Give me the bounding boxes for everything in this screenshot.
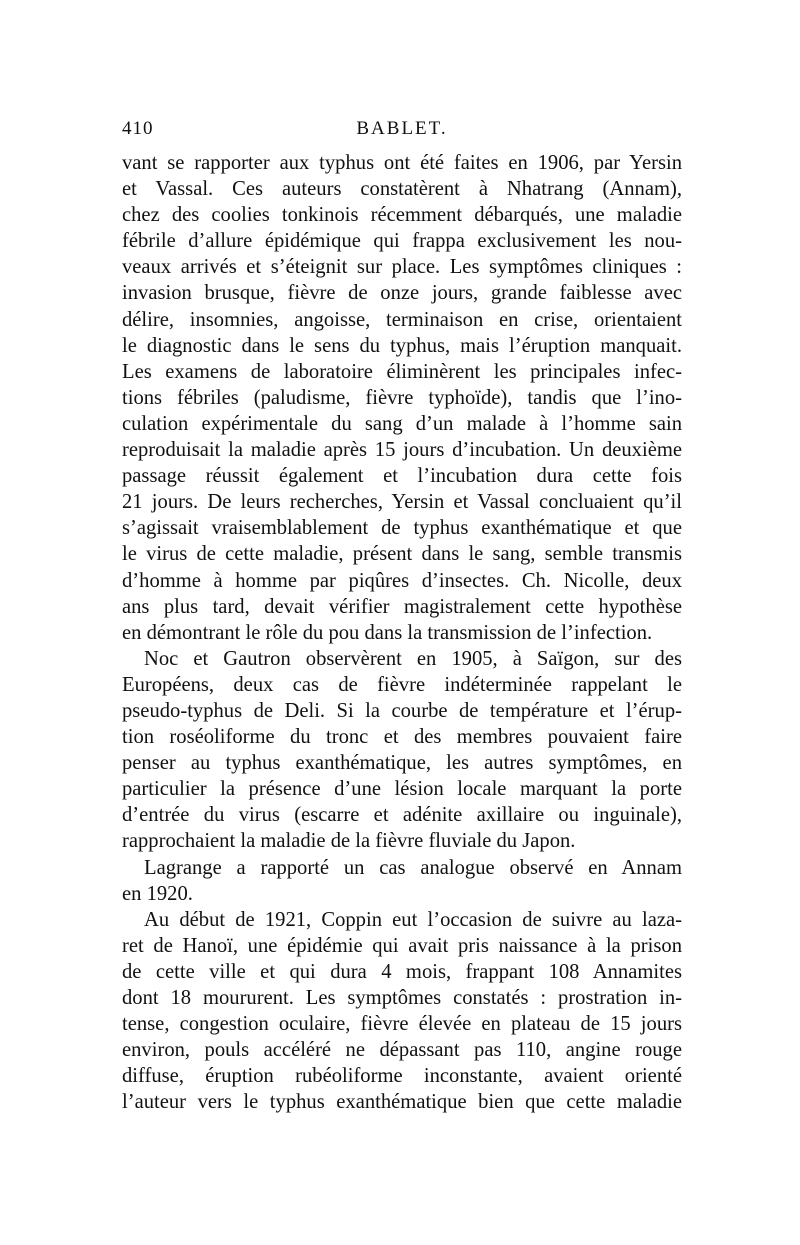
text-line: en 1920. [122,882,193,905]
body-text [122,150,682,1115]
text-line: et Vassal. Ces auteurs constatèrent à Nhatrang (Annam), [122,178,682,201]
text-line: de cette ville et qui dura 4 mois, frappant 108 Annamites [122,960,682,983]
text-line: dont 18 moururent. Les symptômes constatés : prostration in- [122,987,682,1009]
text-line: passage réussit également et l’incubation dura cette fois [122,465,682,488]
text-line: délire, insomnies, angoisse, terminaison en crise, orientaient [122,308,682,331]
text-line: chez des coolies tonkinois récemment débarqués, une maladie [122,204,682,227]
paragraph [122,150,682,646]
text-line: tense, congestion oculaire, fièvre élevée en plateau de 15 jours [122,1013,682,1036]
text-line: reproduisait la maladie après 15 jours d’incubation. Un deuxième [122,439,682,462]
text-line: en démontrant le rôle du pou dans la transmission de l’infection. [122,621,653,644]
text-line: vant se rapporter aux typhus ont été faites en 1906, par Yersin [122,152,682,174]
running-head: BABLET. [356,118,448,139]
text-line: invasion brusque, fièvre de onze jours, grande faiblesse avec [122,282,682,305]
page-number: 410 [122,118,154,139]
text-line: Les examens de laboratoire éliminèrent les principales infec- [122,360,682,383]
text-line: 21 jours. De leurs recherches, Yersin et Vassal concluaient qu’il [122,491,682,514]
text-line: Noc et Gautron observèrent en 1905, à Saïgon, sur des [144,647,682,670]
text-line: le diagnostic dans le sens du typhus, mais l’éruption manquait. [122,334,682,357]
text-line: s’agissait vraisemblablement de typhus exanthématique et que [122,517,682,540]
page-header [122,118,682,144]
paragraph [122,907,682,1116]
text-line: d’homme à homme par piqûres d’insectes. Ch. Nicolle, deux [122,569,682,592]
text-line: diffuse, éruption rubéoliforme inconstante, avaient orienté [122,1065,682,1088]
text-line: penser au typhus exanthématique, les autres symptômes, en [122,752,682,775]
paragraph [122,646,682,855]
text-line: d’entrée du virus (escarre et adénite axillaire ou inguinale), [122,804,682,827]
text-line: tions fébriles (paludisme, fièvre typhoïde), tandis que l’ino- [122,386,682,409]
text-line: ret de Hanoï, une épidémie qui avait pris naissance à la prison [122,934,682,957]
text-line: fébrile d’allure épidémique qui frappa exclusivement les nou- [122,230,682,253]
text-line: tion roséoliforme du tronc et des membres pouvaient faire [122,726,682,749]
text-line: particulier la présence d’une lésion locale marquant la porte [122,778,682,801]
text-line: pseudo-typhus de Deli. Si la courbe de température et l’érup- [122,699,682,722]
text-line: environ, pouls accéléré ne dépassant pas 110, angine rouge [122,1039,682,1062]
text-line: Lagrange a rapporté un cas analogue observé en Annam [144,856,682,879]
text-line: Au début de 1921, Coppin eut l’occasion de suivre au laza- [144,908,682,931]
text-line: le virus de cette maladie, présent dans le sang, semble transmis [122,543,682,566]
text-line: ans plus tard, devait vérifier magistralement cette hypothèse [122,595,682,618]
text-line: Européens, deux cas de fièvre indéterminée rappelant le [122,673,682,696]
paragraph [122,855,682,907]
text-line: culation expérimentale du sang d’un malade à l’homme sain [122,412,682,435]
text-line: l’auteur vers le typhus exanthématique bien que cette maladie [122,1091,682,1114]
text-line: rapprochaient la maladie de la fièvre fluviale du Japon. [122,830,576,853]
text-line: veaux arrivés et s’éteignit sur place. Les symptômes cliniques : [122,256,682,279]
